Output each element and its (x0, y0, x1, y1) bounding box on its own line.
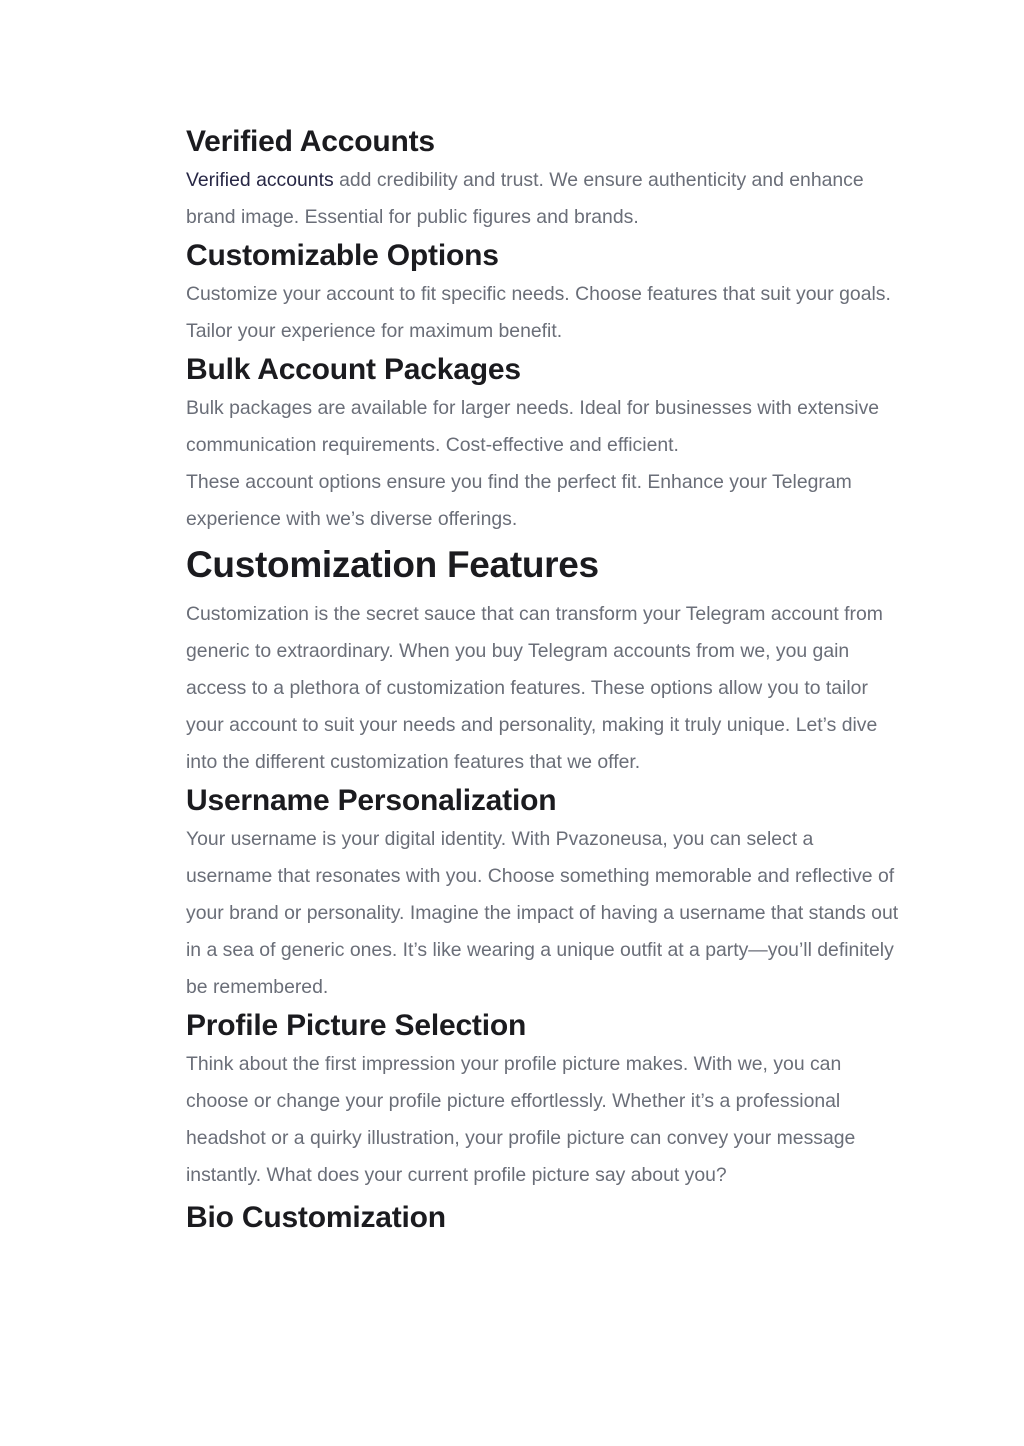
verified-accounts-text: add credibility and trust. We ensure authenticity and enhance brand image. Essential for public figures and brands. (186, 169, 864, 228)
verified-accounts-link[interactable]: Verified accounts (186, 169, 334, 191)
heading-bulk-account-packages: Bulk Account Packages (186, 353, 521, 386)
paragraph-verified-accounts (186, 162, 901, 236)
heading-bio-customization: Bio Customization (186, 1201, 446, 1234)
heading-profile-picture-selection: Profile Picture Selection (186, 1009, 527, 1042)
heading-customization-features: Customization Features (186, 544, 599, 585)
paragraph-customizable-options: Customize your account to fit specific needs. Choose features that suit your goals. Tailor your experience for maximum benefit. (186, 283, 891, 342)
paragraph-username-personalization: Your username is your digital identity. With Pvazoneusa, you can select a username that resonates with you. Choose something memorable and reflective of your brand or personality. Imagine the impact of having a username that stands out in a sea of generic ones. It’s like wearing a unique outfit at a party—you’ll definitely be remembered. (186, 828, 899, 998)
heading-username-personalization: Username Personalization (186, 784, 557, 817)
paragraph-profile-picture-selection: Think about the first impression your profile picture makes. With we, you can choose or change your profile picture effortlessly. Whether it’s a professional headshot or a quirky illustration, your profile picture can convey your message instantly. What does your current profile picture say about you? (186, 1053, 856, 1186)
heading-verified-accounts: Verified Accounts (186, 125, 435, 158)
paragraph-account-options-summary: These account options ensure you find the perfect fit. Enhance your Telegram experience with we’s diverse offerings. (186, 471, 852, 530)
paragraph-customization-features: Customization is the secret sauce that can transform your Telegram account from generic to extraordinary. When you buy Telegram accounts from we, you gain access to a plethora of customization features. These options allow you to tailor your account to suit your needs and personality, making it truly unique. Let’s dive into the different customization features that we offer. (186, 603, 883, 773)
paragraph-bulk-account-packages: Bulk packages are available for larger needs. Ideal for businesses with extensive communication requirements. Cost-effective and efficient. (186, 397, 880, 456)
heading-customizable-options: Customizable Options (186, 239, 499, 272)
article-content (186, 122, 901, 1238)
